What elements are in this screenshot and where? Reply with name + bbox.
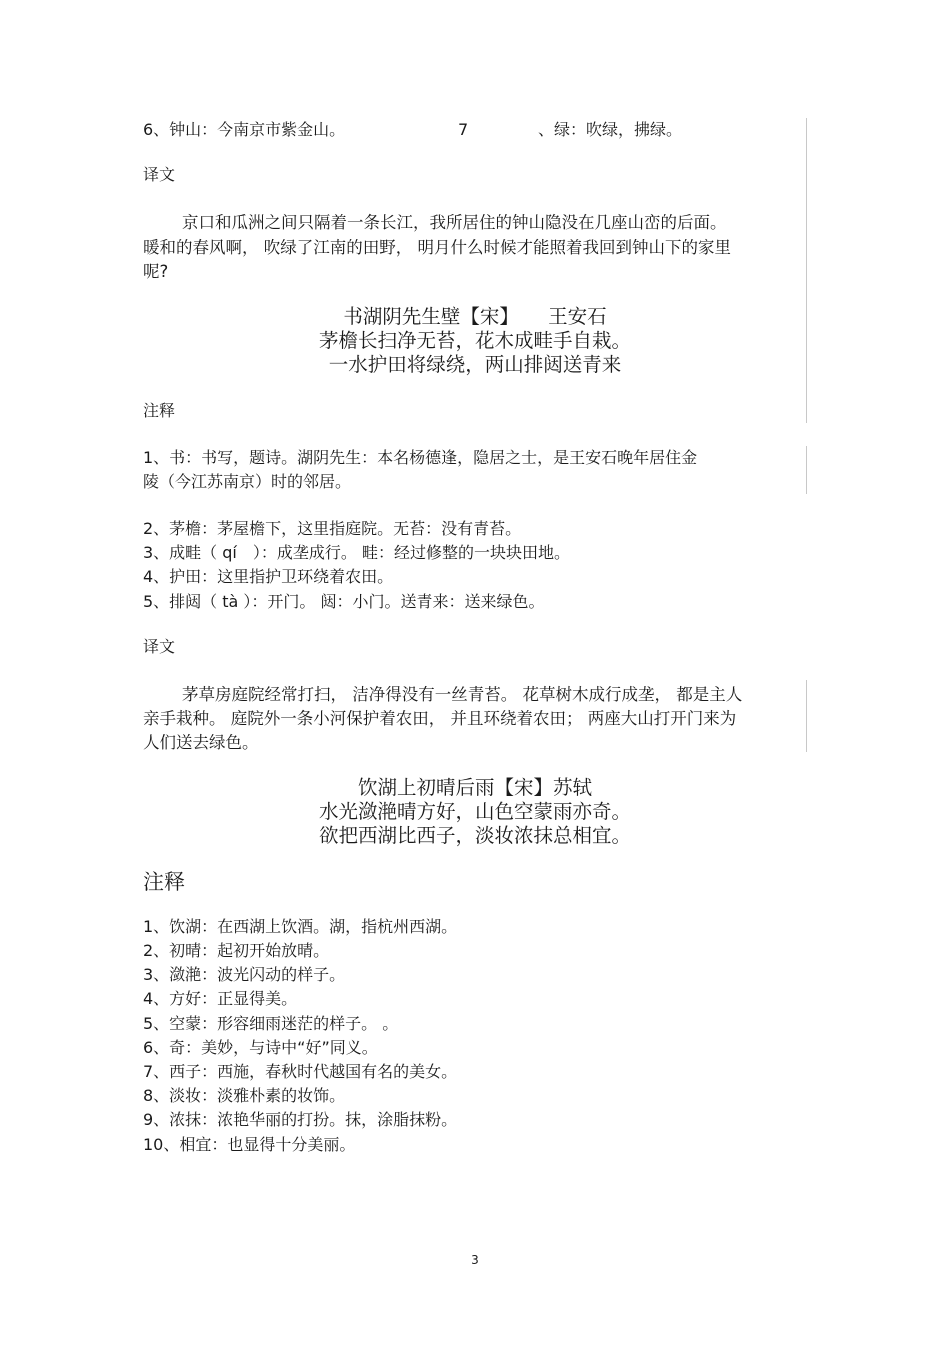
note-7-text: 、绿：吹绿，拂绿。 (538, 120, 683, 139)
note-item: 2、茅檐：茅屋檐下，这里指庭院。无苔：没有青苔。 (143, 519, 522, 538)
note-item: 6、奇：美妙，与诗中“好”同义。 (143, 1038, 378, 1057)
translation-line: 京口和瓜洲之间只隔着一条长江，我所居住的钟山隐没在几座山峦的后面。 (182, 213, 727, 232)
translation-line: 茅草房庭院经常打扫， 洁净得没有一丝青苔。 花草树木成行成垄， 都是主人 (182, 685, 743, 704)
note-item: 8、淡妆：淡雅朴素的妆饰。 (143, 1086, 346, 1105)
poem-line: 欲把西湖比西子，淡妆浓抹总相宜。 (318, 824, 631, 847)
margin-rule (806, 680, 807, 752)
note-item: 3、成畦（ qí ）：成垄成行。 畦：经过修整的一块块田地。 (143, 543, 570, 562)
translation-line: 亲手栽种。 庭院外一条小河保护着农田， 并且环绕着农田； 两座大山打开门来为 (143, 709, 737, 728)
margin-rule (806, 118, 807, 423)
poem-title: 饮湖上初晴后雨【宋】苏轼 (357, 776, 592, 799)
notes-heading: 注释 (143, 870, 185, 894)
poem-line: 茅檐长扫净无苔，花木成畦手自栽。 (318, 329, 631, 352)
translation-line: 人们送去绿色。 (143, 733, 259, 752)
translation-line: 暖和的春风啊， 吹绿了江南的田野， 明月什么时候才能照着我回到钟山下的家里 (143, 238, 731, 257)
note-item: 4、方好：正显得美。 (143, 989, 298, 1008)
note-item: 1、饮湖：在西湖上饮酒。湖，指杭州西湖。 (143, 917, 458, 936)
note-item: 陵（今江苏南京）时的邻居。 (143, 472, 352, 491)
note-item: 5、空蒙：形容细雨迷茫的样子。 。 (143, 1014, 399, 1033)
note-item: 1、书：书写，题诗。湖阴先生：本名杨德逢，隐居之士，是王安石晚年居住金 (143, 448, 698, 467)
margin-rule (806, 446, 807, 494)
poem-title: 书湖阴先生壁【宋】 王安石 (343, 305, 607, 328)
note-item: 7、西子：西施，春秋时代越国有名的美女。 (143, 1062, 458, 1081)
translation-heading: 译文 (143, 165, 176, 184)
translation-heading: 译文 (143, 637, 176, 656)
poem-line: 一水护田将绿绕，两山排闼送青来 (328, 353, 622, 376)
note-6: 6、钟山：今南京市紫金山。 (143, 120, 346, 139)
notes-heading: 注释 (143, 401, 176, 420)
note-item: 9、浓抹：浓艳华丽的打扮。抹，涂脂抹粉。 (143, 1110, 458, 1129)
poem-line: 水光潋滟晴方好，山色空蒙雨亦奇。 (318, 800, 631, 823)
note-item: 10、相宜：也显得十分美丽。 (143, 1135, 356, 1154)
note-item: 5、排闼（ tà ）：开门。 闼：小门。送青来：送来绿色。 (143, 592, 545, 611)
note-item: 3、潋滟：波光闪动的样子。 (143, 965, 346, 984)
page-number: 3 (471, 1253, 479, 1267)
note-item: 4、护田：这里指护卫环绕着农田。 (143, 567, 394, 586)
note-item: 2、初晴：起初开始放晴。 (143, 941, 330, 960)
translation-line: 呢? (143, 262, 169, 281)
note-7-number: 7 (458, 120, 469, 139)
